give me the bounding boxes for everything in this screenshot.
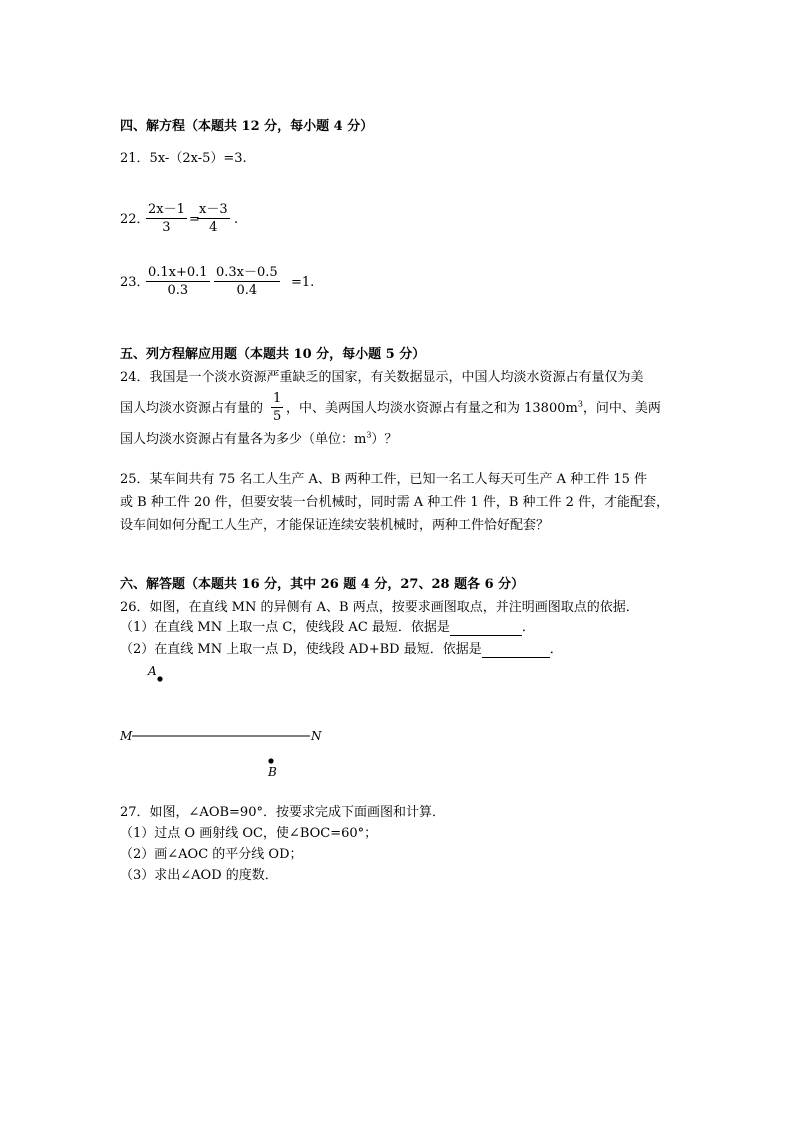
question-24-superscript: 3: [577, 399, 583, 409]
question-24-text-c: ，问中、美两: [582, 401, 661, 416]
answer-blank-2[interactable]: [482, 644, 550, 658]
label-m: M: [120, 729, 133, 743]
section-5-heading: 五、列方程解应用题（本题共 10 分，每小题 5 分）: [120, 347, 426, 362]
question-27-item-3: （3）求出∠AOD 的度数．: [120, 868, 278, 883]
fraction-numerator: 2x－1: [148, 202, 185, 217]
label-b: B: [268, 765, 277, 779]
question-21-text: 5x-（2x-5）=3.: [149, 151, 247, 166]
section-6-heading: 六、解答题（本题共 16 分，其中 26 题 4 分，27、28 题各 6 分）: [120, 577, 525, 592]
question-23-end: =1.: [291, 275, 315, 290]
question-27-item-1: （1）过点 O 画射线 OC，使∠BOC=60°；: [120, 826, 378, 841]
question-24-text-d: 国人均淡水资源占有量各为多少（单位：m: [120, 432, 367, 447]
fraction-numerator: x－3: [199, 202, 228, 217]
question-21-number: 21．: [120, 151, 150, 166]
label-n: N: [311, 729, 322, 743]
fraction-denominator: 0.4: [236, 283, 258, 298]
question-22-fraction-2: [197, 201, 230, 236]
question-26-line-1: 26．如图，在直线 MN 的异侧有 A、B 两点，按要求画图取点，并注明画图取点的依据．: [120, 600, 639, 615]
question-24-line-2: [120, 401, 263, 417]
question-27-item-2: （2）画∠AOC 的平分线 OD；: [120, 847, 303, 862]
question-23-fraction-2: [214, 264, 280, 299]
point-b: [268, 758, 273, 763]
label-a: A: [148, 664, 157, 678]
question-26-item-2: [120, 642, 563, 658]
question-25-line-2: 或 B 种工件 20 件，但要安装一台机械时，同时需 A 种工件 1 件，B 种工件 2 件，才能配套，: [120, 495, 670, 510]
question-23-number: 23．: [120, 275, 150, 290]
fraction-denominator: 4: [209, 220, 218, 235]
question-26-figure: [110, 660, 340, 785]
question-27-line-1: 27．如图，∠AOB=90°．按要求完成下面画图和计算．: [120, 805, 445, 820]
question-22-equals: =: [189, 212, 200, 227]
question-25-line-1: 25．某车间共有 75 名工人生产 A、B 两种工件，已知一名工人每天可生产 A 种工件 15 件: [120, 472, 648, 487]
question-24-fraction: [271, 390, 283, 425]
fraction-denominator: 3: [162, 220, 171, 235]
section-4-heading: 四、解方程（本题共 12 分，每小题 4 分）: [120, 119, 374, 134]
question-21: [120, 151, 247, 167]
point-a: [157, 676, 162, 681]
question-24-line-2-rest: [286, 401, 661, 417]
question-22-number: 22．: [120, 212, 150, 227]
fraction-numerator: 0.1x+0.1: [148, 265, 208, 280]
question-26-item-1-text: （1）在直线 MN 上取一点 C，使线段 AC 最短．依据是: [120, 620, 450, 635]
question-24-text-a: 国人均淡水资源占有量的: [120, 401, 264, 416]
question-26-item-1: [120, 620, 535, 636]
question-23-fraction-1: [146, 264, 210, 299]
fraction-denominator: 5: [273, 409, 282, 424]
question-22-fraction-1: [146, 201, 187, 236]
question-25-line-3: 设车间如何分配工人生产，才能保证连续安装机械时，两种工件恰好配套？: [120, 518, 550, 533]
question-24-text-e: ）？: [371, 432, 398, 447]
question-24-text-b: ，中、美两国人均淡水资源占有量之和为 13800m: [286, 401, 578, 416]
fraction-numerator: 1: [273, 391, 282, 406]
question-26-item-2-end: ．: [549, 642, 563, 657]
question-24-line-3: [120, 432, 397, 448]
fraction-denominator: 0.3: [167, 283, 189, 298]
answer-blank-1[interactable]: [450, 622, 522, 636]
question-24-line-1: 24．我国是一个淡水资源严重缺乏的国家，有关数据显示，中国人均淡水资源占有量仅为美: [120, 370, 644, 385]
question-24-superscript-2: 3: [366, 430, 372, 440]
question-26-item-2-text: （2）在直线 MN 上取一点 D，使线段 AD+BD 最短．依据是: [120, 642, 482, 657]
fraction-numerator: 0.3x－0.5: [216, 265, 278, 280]
question-26-item-1-end: ．: [521, 620, 535, 635]
question-22-end: .: [234, 212, 239, 227]
